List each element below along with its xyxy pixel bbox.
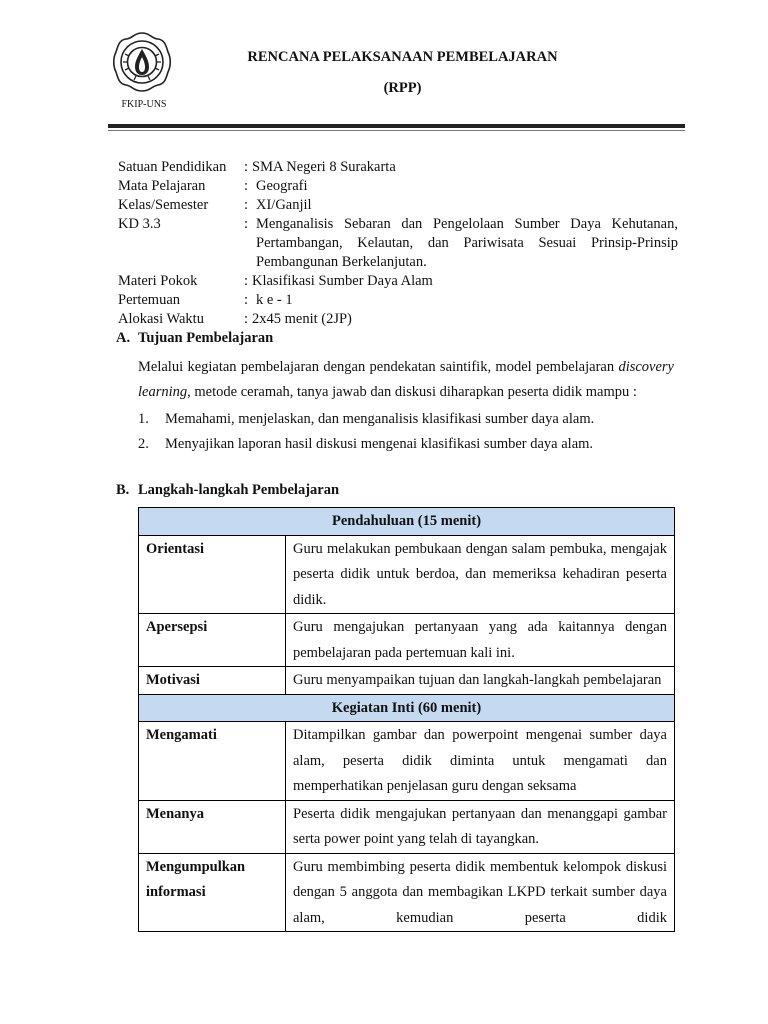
table-phase-row — [139, 694, 675, 722]
identity-label: Alokasi Waktu — [118, 311, 204, 327]
step-description: Ditampilkan gambar dan powerpoint mengenai sumber daya alam, peserta didik diminta untuk mengamati dan memperhatikan penjelasan guru dengan seksama — [286, 722, 675, 801]
identity-colon: : — [244, 273, 249, 289]
step-description: Guru membimbing peserta didik membentuk kelompok diskusi dengan 5 anggota dan membagikan LKPD terkait sumber daya alam, kemudian peserta didik — [286, 853, 675, 932]
section-objectives — [116, 330, 676, 457]
step-description: Peserta didik mengajukan pertanyaan dan menanggapi gambar serta power point yang telah di tayangkan. — [286, 800, 675, 853]
identity-colon: : — [244, 178, 249, 194]
intro-text: metode ceramah, tanya jawab dan diskusi diharapkan peserta didik mampu : — [190, 384, 637, 400]
header-divider-thin — [108, 130, 685, 131]
identity-value: Menganalisis Sebaran dan Pengelolaan Sumber Daya Kehutanan, Pertambangan, Kelautan, dan Pariwisata Sesuai Prinsip-Prinsip Pembangunan Berkelanjutan. — [256, 216, 678, 270]
section-title: Langkah-langkah Pembelajaran — [138, 482, 340, 498]
identity-colon: : — [244, 197, 249, 213]
step-label: Apersepsi — [139, 614, 286, 667]
objectives-intro — [138, 355, 674, 405]
document-subtitle: (RPP) — [383, 80, 422, 96]
list-text: Memahami, menjelaskan, dan menganalisis klasifikasi sumber daya alam. — [165, 411, 595, 427]
identity-value: 2x45 menit (2JP) — [252, 311, 352, 327]
section-letter: B. — [116, 482, 130, 498]
step-label: Motivasi — [139, 667, 286, 695]
section-heading — [116, 330, 676, 347]
institution-label: FKIP-UNS — [121, 99, 167, 110]
identity-colon: : — [244, 311, 249, 327]
objectives-list — [138, 407, 676, 457]
identity-row-topic — [118, 272, 678, 291]
identity-row-subject — [118, 177, 678, 196]
identity-colon: : — [244, 216, 249, 232]
identity-value: SMA Negeri 8 Surakarta — [252, 159, 396, 175]
step-label: Mengumpulkan informasi — [139, 853, 286, 932]
phase-header: Kegiatan Inti (60 menit) — [139, 694, 675, 722]
identity-row-school — [118, 158, 678, 177]
section-heading — [116, 482, 676, 499]
table-row — [139, 614, 675, 667]
table-row — [139, 853, 675, 932]
identity-row-kd — [118, 215, 678, 272]
step-label: Menanya — [139, 800, 286, 853]
section-letter: A. — [116, 330, 131, 346]
identity-label: Mata Pelajaran — [118, 178, 206, 194]
step-description: Guru melakukan pembukaan dengan salam pembuka, mengajak peserta didik untuk berdoa, dan memeriksa kehadiran peserta didik. — [286, 535, 675, 614]
identity-label: Pertemuan — [118, 292, 181, 308]
table-row — [139, 535, 675, 614]
step-label: Mengamati — [139, 722, 286, 801]
section-title: Tujuan Pembelajaran — [138, 330, 274, 346]
intro-emphasis: discovery learning, — [138, 359, 674, 400]
identity-row-class — [118, 196, 678, 215]
document-title: RENCANA PELAKSANAAN PEMBELAJARAN — [247, 49, 558, 65]
step-label: Orientasi — [139, 535, 286, 614]
identity-row-time — [118, 310, 678, 329]
intro-text: Melalui kegiatan pembelajaran dengan pendekatan saintifik, model pembelajaran — [138, 359, 619, 375]
step-description: Guru menyampaikan tujuan dan langkah-langkah pembelajaran — [286, 667, 675, 695]
identity-value: Klasifikasi Sumber Daya Alam — [252, 273, 433, 289]
table-row — [139, 800, 675, 853]
identity-label: Materi Pokok — [118, 273, 198, 289]
table-phase-row — [139, 508, 675, 536]
table-row — [139, 667, 675, 695]
identity-label: Kelas/Semester — [118, 197, 209, 213]
phase-header: Pendahuluan (15 menit) — [139, 508, 675, 536]
table-row — [139, 722, 675, 801]
list-item — [138, 432, 676, 457]
identity-label: Satuan Pendidikan — [118, 159, 227, 175]
identity-value: k e - 1 — [256, 292, 293, 308]
identity-value: XI/Ganjil — [256, 197, 312, 213]
identity-value: Geografi — [256, 178, 308, 194]
learning-steps-table — [138, 507, 675, 932]
list-item — [138, 407, 676, 432]
identity-block — [118, 158, 678, 329]
university-logo — [110, 30, 174, 94]
identity-row-meeting — [118, 291, 678, 310]
list-number: 1. — [138, 411, 149, 427]
section-steps — [116, 482, 676, 499]
step-description: Guru mengajukan pertanyaan yang ada kaitannya dengan pembelajaran pada pertemuan kali ini. — [286, 614, 675, 667]
identity-label: KD 3.3 — [118, 216, 161, 232]
list-text: Menyajikan laporan hasil diskusi mengenai klasifikasi sumber daya alam. — [165, 436, 594, 452]
identity-colon: : — [244, 292, 249, 308]
header-divider — [108, 124, 685, 128]
identity-colon: : — [244, 159, 249, 175]
list-number: 2. — [138, 436, 149, 452]
